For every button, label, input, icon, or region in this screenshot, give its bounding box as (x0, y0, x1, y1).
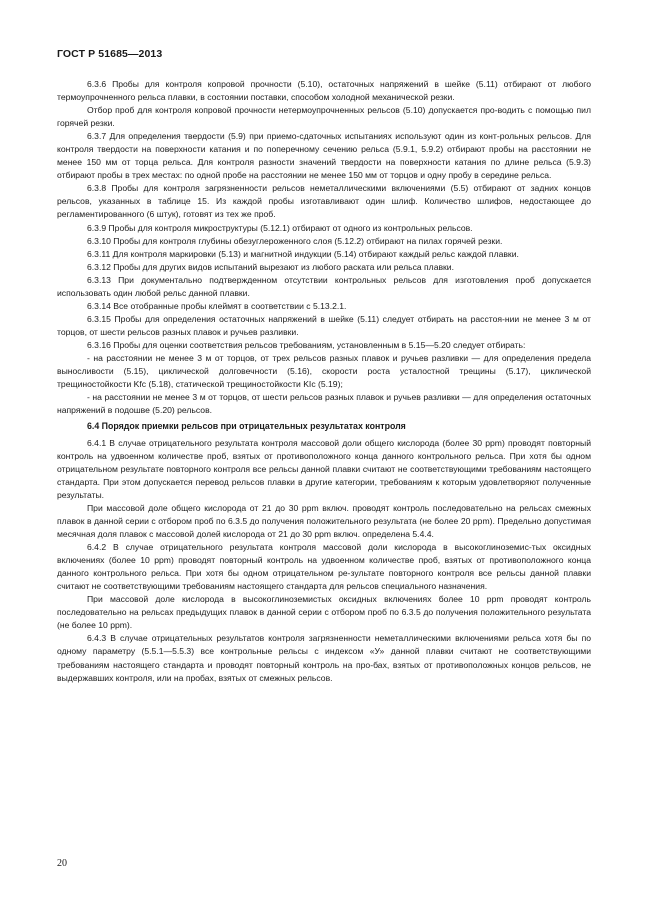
paragraph-6-3-16: 6.3.16 Пробы для оценки соответствия рельсов требованиям, установленным в 5.15—5.20 следует отбирать: (87, 339, 526, 350)
paragraph-6-3-12: 6.3.12 Пробы для других видов испытаний вырезают из любого раската или рельса плавки. (87, 261, 454, 272)
document-header: ГОСТ Р 51685—2013 (57, 48, 163, 60)
document-body (57, 78, 591, 685)
paragraph-6-4-2: 6.4.2 В случае отрицательного результата контроля массовой доли кислорода в высокоглиноземис-тых оксидных включениях (более 10 ppm) проводят повторный контроль на удвоенном количестве проб, взятых от противоположного конца данного контрольного рельса. При хотя бы одном отрицательном ре-зультате повторного контроля все рельсы данной плавки считают не соответствующими требованиям настоящего стандарта для рельсов специального назначения. (57, 542, 591, 592)
paragraph-6-3-10: 6.3.10 Пробы для контроля глубины обезуглероженного слоя (5.12.2) отбирают на пилах горячей резки. (87, 235, 503, 246)
paragraph-6-3-15: 6.3.15 Пробы для определения остаточных напряжений в шейке (5.11) следует отбирать на расстоя-нии не менее 3 м от торцов, от шести рельсов разных плавок и ручьев разливки. (57, 313, 591, 337)
paragraph-6-3-9: 6.3.9 Пробы для контроля микроструктуры (5.12.1) отбирают от одного из контрольных рельсов. (87, 222, 473, 233)
list-item-1: - на расстоянии не менее 3 м от торцов, от трех рельсов разных плавок и ручьев разливки — для определения предела выносливости (5.15), циклической долговечности (5.16), скорости роста усталостной трещины (5.17), циклической трещиностойкости Kfc (5.18), статической трещиностойкости KIc (5.19); (57, 352, 591, 390)
list-item-2: - на расстоянии не менее 3 м от торцов, от шести рельсов разных плавок и ручьев разливки — для определения остаточных напряжений в подошве (5.20) рельсов. (57, 392, 591, 416)
paragraph-6-3-6-note: Отбор проб для контроля копровой прочности нетермоупрочненных рельсов (5.10) допускается про-водить с помощью пил горячей резки. (57, 105, 591, 129)
section-heading-6-4: 6.4 Порядок приемки рельсов при отрицательных результатах контроля (87, 421, 406, 432)
paragraph-6-3-8: 6.3.8 Пробы для контроля загрязненности рельсов неметаллическими включениями (5.5) отбирают от задних концов рельсов, указанных в таблице 15. Из каждой пробы изготавливают один шлиф. Количество шлифов, недостающее до регламентированного (6 штук), готовят из тех же проб. (57, 183, 591, 220)
paragraph-6-4-1-note: При массовой доле общего кислорода от 21 до 30 ppm включ. проводят контроль последовательно на рельсах смежных плавок в данной серии с отбором проб по 6.3.5 до получения положительного результата (не более 20 ppm). Предельно допустимая месячная доля плавок с массовой долей кислорода от 21 до 30 ppm включ. определена 5.4.4. (57, 502, 591, 540)
paragraph-6-3-14: 6.3.14 Все отобранные пробы клеймят в соответствии с 5.13.2.1. (87, 300, 347, 311)
page-number: 20 (57, 858, 67, 869)
paragraph-6-4-3: 6.4.3 В случае отрицательных результатов контроля загрязненности неметаллическими включениями рельса хотя бы по одному параметру (5.5.1—5.5.3) все контрольные рельсы с индексом «У» данной плавки считают не соответствующими требованиям настоящего стандарта и проводят повторный контроль на про-бах, взятых от противоположных концов рельсов, не выдержавших контроля, или на пробах, взятых от смежных рельсов. (57, 633, 591, 683)
paragraph-6-3-13: 6.3.13 При документально подтвержденном отсутствии контрольных рельсов для изготовления проб допускается использовать один любой рельс данной плавки. (57, 274, 591, 298)
paragraph-6-3-7: 6.3.7 Для определения твердости (5.9) при приемо-сдаточных испытаниях используют один из конт-рольных рельсов. Для контроля твердости на поверхности катания и по поперечному сечению рельса (5.9.1, 5.9.2) отбирают пробы на расстоянии не менее 150 мм от торца рельса. Для контроля разности значений твердости на поверхности катания по длине рельса (5.9.3) отбирают пробы в трех местах: по одной пробе на расстоянии не менее 150 мм от торцов и одну пробу в середине рельса. (57, 131, 591, 181)
paragraph-6-4-2-note: При массовой доле кислорода в высокоглиноземистых оксидных включениях более 10 ppm проводят контроль последовательно на рельсах предыдущих плавок в данной серии с отбором проб по 6.3.5 до получения положительного результата (не более 10 ppm). (57, 594, 591, 631)
paragraph-6-3-6: 6.3.6 Пробы для контроля копровой прочности (5.10), остаточных напряжений в шейке (5.11) отбирают от любого термоупрочненного рельса плавки, в состоянии поставки, способом холодной механической резки. (57, 79, 591, 103)
paragraph-6-3-11: 6.3.11 Для контроля маркировки (5.13) и магнитной индукции (5.14) отбирают каждый рельс каждой плавки. (87, 248, 519, 259)
paragraph-6-4-1: 6.4.1 В случае отрицательного результата контроля массовой доли общего кислорода (более 30 ppm) проводят повторный контроль на удвоенном количестве проб, взятых от противоположного конца данного контрольного рельса. При хотя бы одном отрицательном результате повторного контроля все рельсы данной плавки считают не соответствующими требованиям настоящего стандарта. При этом допускается перевод рельсов плавки в другие категории, требованиям к которым удовлетворяют полученные результаты. (57, 437, 591, 500)
